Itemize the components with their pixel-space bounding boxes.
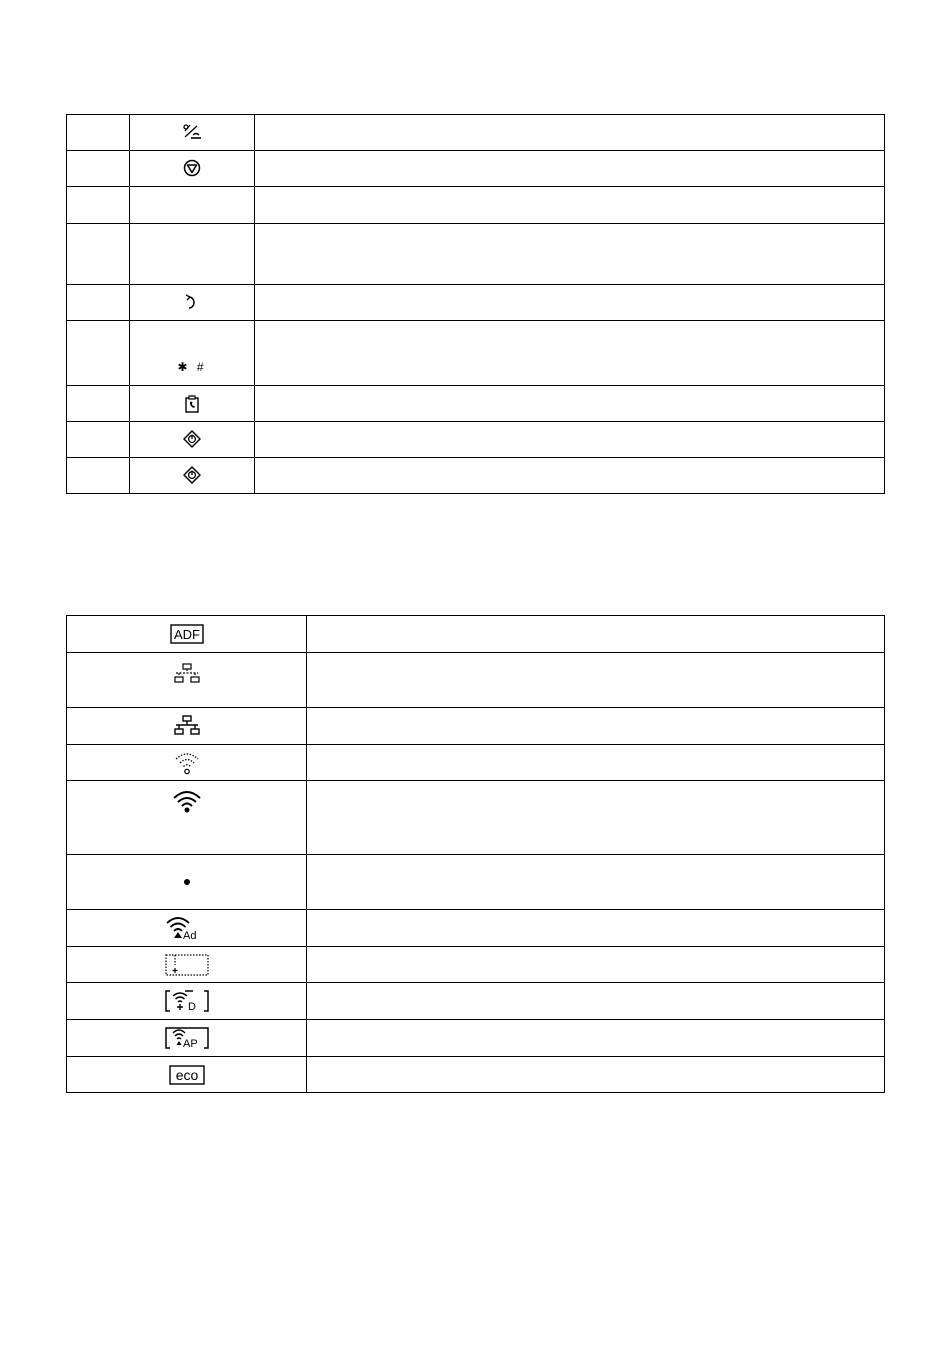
table-row [67,855,885,910]
table-row [67,458,885,494]
start-color-icon [183,466,201,484]
ethernet-disabled-icon [173,663,201,685]
table-row [67,187,885,224]
wifi-no-signal-icon [182,877,192,887]
status-icons-table [66,615,885,1093]
control-buttons-table [66,114,885,494]
ap-label: AP [182,1038,198,1050]
start-bw-icon [183,430,201,448]
table-row [67,708,885,745]
table-row [67,1057,885,1093]
direct-label: D [187,1001,196,1013]
adf-label: ADF [173,627,200,642]
eco-icon [169,1065,205,1085]
table-row [67,422,885,458]
wifi-disabled-icon [173,751,201,775]
table-row [67,781,885,855]
table-row [67,745,885,781]
table-row [67,983,885,1020]
speed-dial-icon [184,394,200,414]
table-row [67,151,885,187]
table-row [67,224,885,285]
table-row [67,947,885,983]
table-row [67,285,885,321]
wifi-signal-icon [172,789,202,813]
table-row [67,616,885,653]
table-row [67,910,885,947]
ethernet-connected-icon [173,715,201,737]
wifi-adhoc-icon [165,915,209,941]
back-icon [185,293,199,311]
adf-icon [170,624,204,644]
table-row [67,115,885,151]
table-row [67,653,885,708]
table-row [67,386,885,422]
adhoc-label: Ad [182,930,196,941]
stop-icon [183,159,201,177]
wifi-direct-disabled-icon [165,953,209,977]
table-row [67,1020,885,1057]
asterisk-hash-keys: ✱ # [177,360,207,374]
simple-ap-icon [165,1026,209,1050]
wifi-direct-icon [165,989,209,1013]
fax-redial-pause-icon [181,123,203,141]
eco-label: eco [175,1066,198,1083]
table-row [67,321,885,386]
